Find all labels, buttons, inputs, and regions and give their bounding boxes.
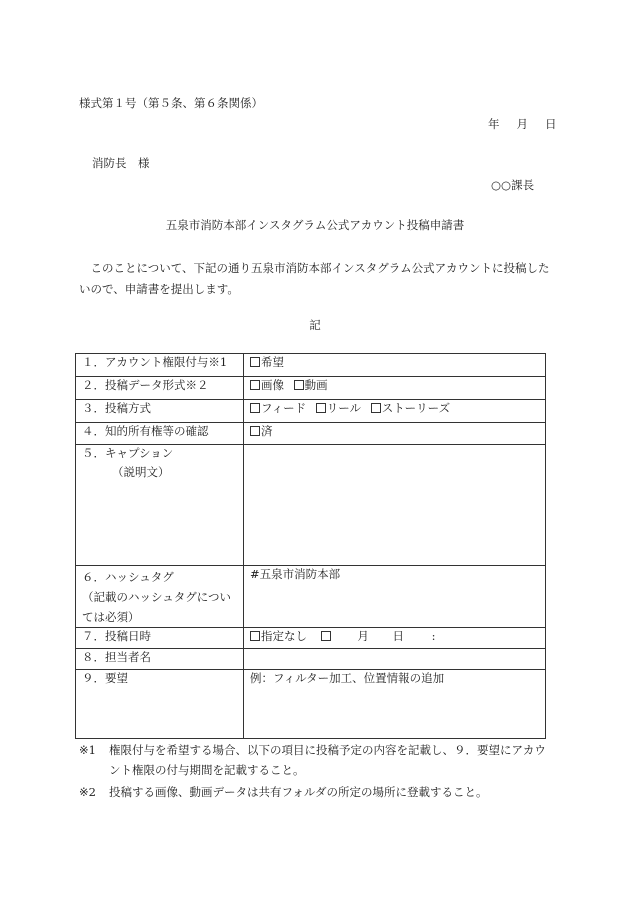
- table-row: [76, 566, 546, 628]
- recipient: 消防長 様: [92, 156, 150, 170]
- row-value-post-method: [244, 400, 546, 423]
- note-text: 権限付与を希望する場合、以下の項目に投稿予定の内容を記載し、９．要望にアカウント権限の付与期間を記載すること。: [109, 743, 546, 777]
- row-label-request: ９．要望: [76, 670, 244, 739]
- ki-heading: 記: [309, 318, 321, 332]
- table-row: [76, 628, 546, 649]
- table-row: [76, 423, 546, 445]
- table-row: [76, 400, 546, 423]
- row-value-post-datetime: [244, 628, 546, 649]
- row-label-post-method: ３．投稿方式: [76, 400, 244, 423]
- notes: [79, 740, 554, 804]
- body-paragraph: このことについて、下記の通り五泉市消防本部インスタグラム公式アカウントに投稿したいので、申請書を提出します。: [79, 261, 550, 296]
- note-item: [79, 782, 554, 802]
- checkbox-icon[interactable]: [371, 403, 381, 413]
- option-label: フィード: [261, 401, 307, 415]
- checkbox-icon[interactable]: [321, 631, 331, 641]
- date-month: 月: [516, 117, 528, 131]
- row-label-account-permission: １．アカウント権限付与※1: [76, 354, 244, 377]
- row-value-ip-check: [244, 423, 546, 445]
- time-colon: :: [431, 629, 436, 643]
- person-in-charge-input[interactable]: [244, 649, 546, 670]
- option-label: リール: [326, 401, 362, 415]
- form-number: 様式第１号（第５条、第６条関係）: [79, 96, 263, 110]
- checkbox-icon[interactable]: [250, 403, 260, 413]
- row-label-caption: [76, 445, 244, 566]
- option-label: ストーリーズ: [381, 401, 451, 415]
- checkbox-icon[interactable]: [250, 357, 260, 367]
- note-mark: ※1: [79, 743, 96, 757]
- table-row: [76, 377, 546, 400]
- hashtag-input[interactable]: #五泉市消防本部: [244, 566, 546, 628]
- checkbox-icon[interactable]: [250, 631, 260, 641]
- option-label: 指定なし: [261, 629, 307, 643]
- checkbox-icon[interactable]: [316, 403, 326, 413]
- application-table: [75, 353, 546, 739]
- note-text: 投稿する画像、動画データは共有フォルダの所定の場所に登載すること。: [109, 785, 488, 799]
- row-label-person-in-charge: ８．担当者名: [76, 649, 244, 670]
- option-label: 動画: [304, 378, 328, 392]
- request-input[interactable]: 例：フィルター加工、位置情報の追加: [244, 670, 546, 739]
- table-row: [76, 445, 546, 566]
- hashtag-note-line1: （記載のハッシュタグについ: [82, 590, 232, 604]
- day-label: 日: [392, 629, 404, 643]
- checkbox-icon[interactable]: [250, 380, 260, 390]
- option-label: 画像: [261, 378, 284, 392]
- row-label-data-format: ２．投稿データ形式※２: [76, 377, 244, 400]
- row-value-account-permission: [244, 354, 546, 377]
- table-row: [76, 670, 546, 739]
- date-day: 日: [545, 117, 557, 131]
- row-label-hashtag: [76, 566, 244, 628]
- row-value-data-format: [244, 377, 546, 400]
- date-line: [488, 119, 557, 131]
- option-label: 希望: [261, 355, 284, 369]
- row-label-post-datetime: ７．投稿日時: [76, 628, 244, 649]
- note-mark: ※2: [79, 785, 96, 799]
- sender: ○○課長: [491, 178, 535, 192]
- caption-sublabel: （説明文）: [112, 464, 170, 479]
- hashtag-note-line2: ては必須）: [82, 610, 140, 624]
- document-title: 五泉市消防本部インスタグラム公式アカウント投稿申請書: [165, 218, 465, 232]
- hashtag-label: ６．ハッシュタグ: [82, 570, 174, 584]
- table-row: [76, 354, 546, 377]
- caption-input[interactable]: [244, 445, 546, 566]
- date-year: 年: [488, 117, 500, 131]
- row-label-ip-check: ４．知的所有権等の確認: [76, 423, 244, 445]
- table-row: [76, 649, 546, 670]
- month-label: 月: [357, 629, 369, 643]
- checkbox-icon[interactable]: [294, 380, 304, 390]
- note-item: [79, 740, 554, 780]
- checkbox-icon[interactable]: [250, 426, 260, 436]
- option-label: 済: [261, 424, 273, 438]
- caption-label: ５．キャプション: [82, 446, 174, 460]
